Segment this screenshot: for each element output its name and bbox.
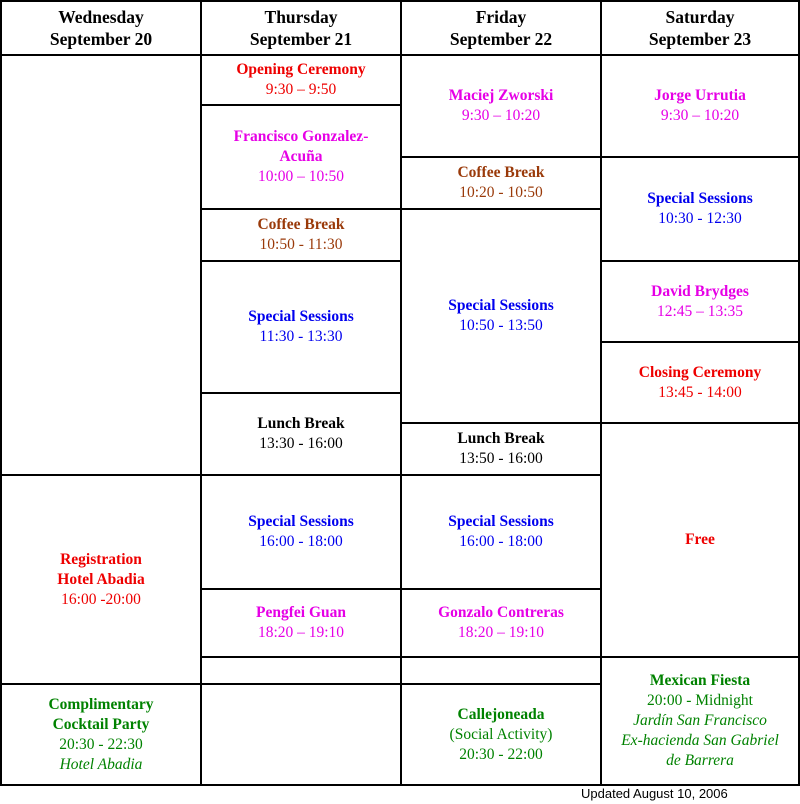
special-title: Special Sessions <box>448 297 554 314</box>
special-time: 16:00 - 18:00 <box>259 533 343 550</box>
fri-special-sessions-2 <box>400 474 602 590</box>
fri-special-sessions-1 <box>400 208 602 424</box>
lunch-time: 13:50 - 16:00 <box>459 450 543 467</box>
special-time: 10:50 - 13:50 <box>459 317 543 334</box>
lunch-title: Lunch Break <box>257 415 345 432</box>
cocktail-title: Complimentary <box>48 695 154 713</box>
sat-free <box>600 422 800 658</box>
header-day: Thursday <box>264 7 338 27</box>
fri-contreras-talk <box>400 588 602 658</box>
brydges-title: David Brydges <box>651 282 749 300</box>
header-date: September 22 <box>449 29 553 49</box>
special-title: Special Sessions <box>448 513 554 530</box>
thu-guan-talk <box>200 588 402 658</box>
guan-title: Pengfei Guan <box>256 604 346 621</box>
coffee-time: 10:20 - 10:50 <box>459 184 543 201</box>
sat-closing-ceremony <box>600 341 800 424</box>
sat-brydges-talk <box>600 260 800 343</box>
header-day: Saturday <box>665 7 735 27</box>
thu-empty-gap <box>200 656 402 685</box>
cocktail-time: 20:30 - 22:30 <box>59 735 143 753</box>
registration-title: Registration <box>60 550 142 568</box>
special-title: Special Sessions <box>647 190 753 207</box>
thu-special-sessions-2 <box>200 474 402 590</box>
sat-special-sessions <box>600 156 800 262</box>
thu-empty-evening <box>200 683 402 786</box>
wed-cocktail-party <box>0 683 202 786</box>
wed-empty-morning <box>0 54 202 476</box>
thu-coffee-break <box>200 208 402 262</box>
fiesta-venue-2: Ex-hacienda San Gabriel <box>621 732 779 749</box>
updated-note: Updated August 10, 2006 <box>581 786 728 801</box>
thu-opening-ceremony <box>200 54 402 106</box>
cocktail-title-2: Cocktail Party <box>52 715 150 733</box>
gonzalez-title-2: Acuña <box>279 148 323 165</box>
header-wednesday <box>0 0 202 56</box>
thu-special-sessions-1 <box>200 260 402 394</box>
zworski-time: 9:30 – 10:20 <box>461 107 541 124</box>
brydges-time: 12:45 – 13:35 <box>656 302 744 320</box>
header-day: Wednesday <box>58 7 144 27</box>
header-date: September 20 <box>49 29 153 49</box>
header-friday <box>400 0 602 56</box>
fiesta-time: 20:00 - Midnight <box>647 692 753 709</box>
special-time: 11:30 - 13:30 <box>259 328 343 345</box>
urrutia-title: Jorge Urrutia <box>654 87 746 104</box>
header-date: September 23 <box>648 29 752 49</box>
free-title: Free <box>685 531 715 548</box>
sat-mexican-fiesta <box>600 656 800 786</box>
lunch-title: Lunch Break <box>457 430 545 447</box>
callejoneada-time: 20:30 - 22:00 <box>459 745 543 763</box>
fiesta-title: Mexican Fiesta <box>649 672 751 689</box>
closing-title: Closing Ceremony <box>638 363 762 381</box>
coffee-title: Coffee Break <box>457 164 545 181</box>
gonzalez-time: 10:00 – 10:50 <box>257 168 345 185</box>
opening-time: 9:30 – 9:50 <box>265 81 337 98</box>
urrutia-time: 9:30 – 10:20 <box>660 107 740 124</box>
wed-registration <box>0 474 202 685</box>
zworski-title: Maciej Zworski <box>448 87 554 104</box>
thu-gonzalez-talk <box>200 104 402 210</box>
special-time: 10:30 - 12:30 <box>658 210 742 227</box>
contreras-title: Gonzalo Contreras <box>438 604 564 621</box>
special-title: Special Sessions <box>248 308 354 325</box>
registration-time: 16:00 -20:00 <box>61 590 141 608</box>
fiesta-venue-3: de Barrera <box>666 752 734 769</box>
fri-zworski-talk <box>400 54 602 158</box>
guan-time: 18:20 – 19:10 <box>257 624 345 641</box>
cocktail-venue: Hotel Abadia <box>59 755 143 773</box>
special-time: 16:00 - 18:00 <box>459 533 543 550</box>
header-thursday <box>200 0 402 56</box>
fri-lunch-break <box>400 422 602 476</box>
header-day: Friday <box>475 7 527 27</box>
opening-title: Opening Ceremony <box>236 61 366 78</box>
closing-time: 13:45 - 14:00 <box>658 383 742 401</box>
fiesta-venue-1: Jardín San Francisco <box>633 712 767 729</box>
header-saturday <box>600 0 800 56</box>
callejoneada-title: Callejoneada <box>457 705 545 723</box>
callejoneada-subtitle: (Social Activity) <box>449 725 553 743</box>
special-title: Special Sessions <box>248 513 354 530</box>
lunch-time: 13:30 - 16:00 <box>259 435 343 452</box>
fri-callejoneada <box>400 683 602 786</box>
fri-coffee-break <box>400 156 602 210</box>
sat-urrutia-talk <box>600 54 800 158</box>
coffee-time: 10:50 - 11:30 <box>259 236 343 253</box>
registration-venue: Hotel Abadia <box>57 570 145 588</box>
coffee-title: Coffee Break <box>257 216 345 233</box>
thu-lunch-break <box>200 392 402 476</box>
fri-empty-gap <box>400 656 602 685</box>
contreras-time: 18:20 – 19:10 <box>457 624 545 641</box>
gonzalez-title: Francisco Gonzalez- <box>233 128 369 145</box>
header-date: September 21 <box>249 29 353 49</box>
